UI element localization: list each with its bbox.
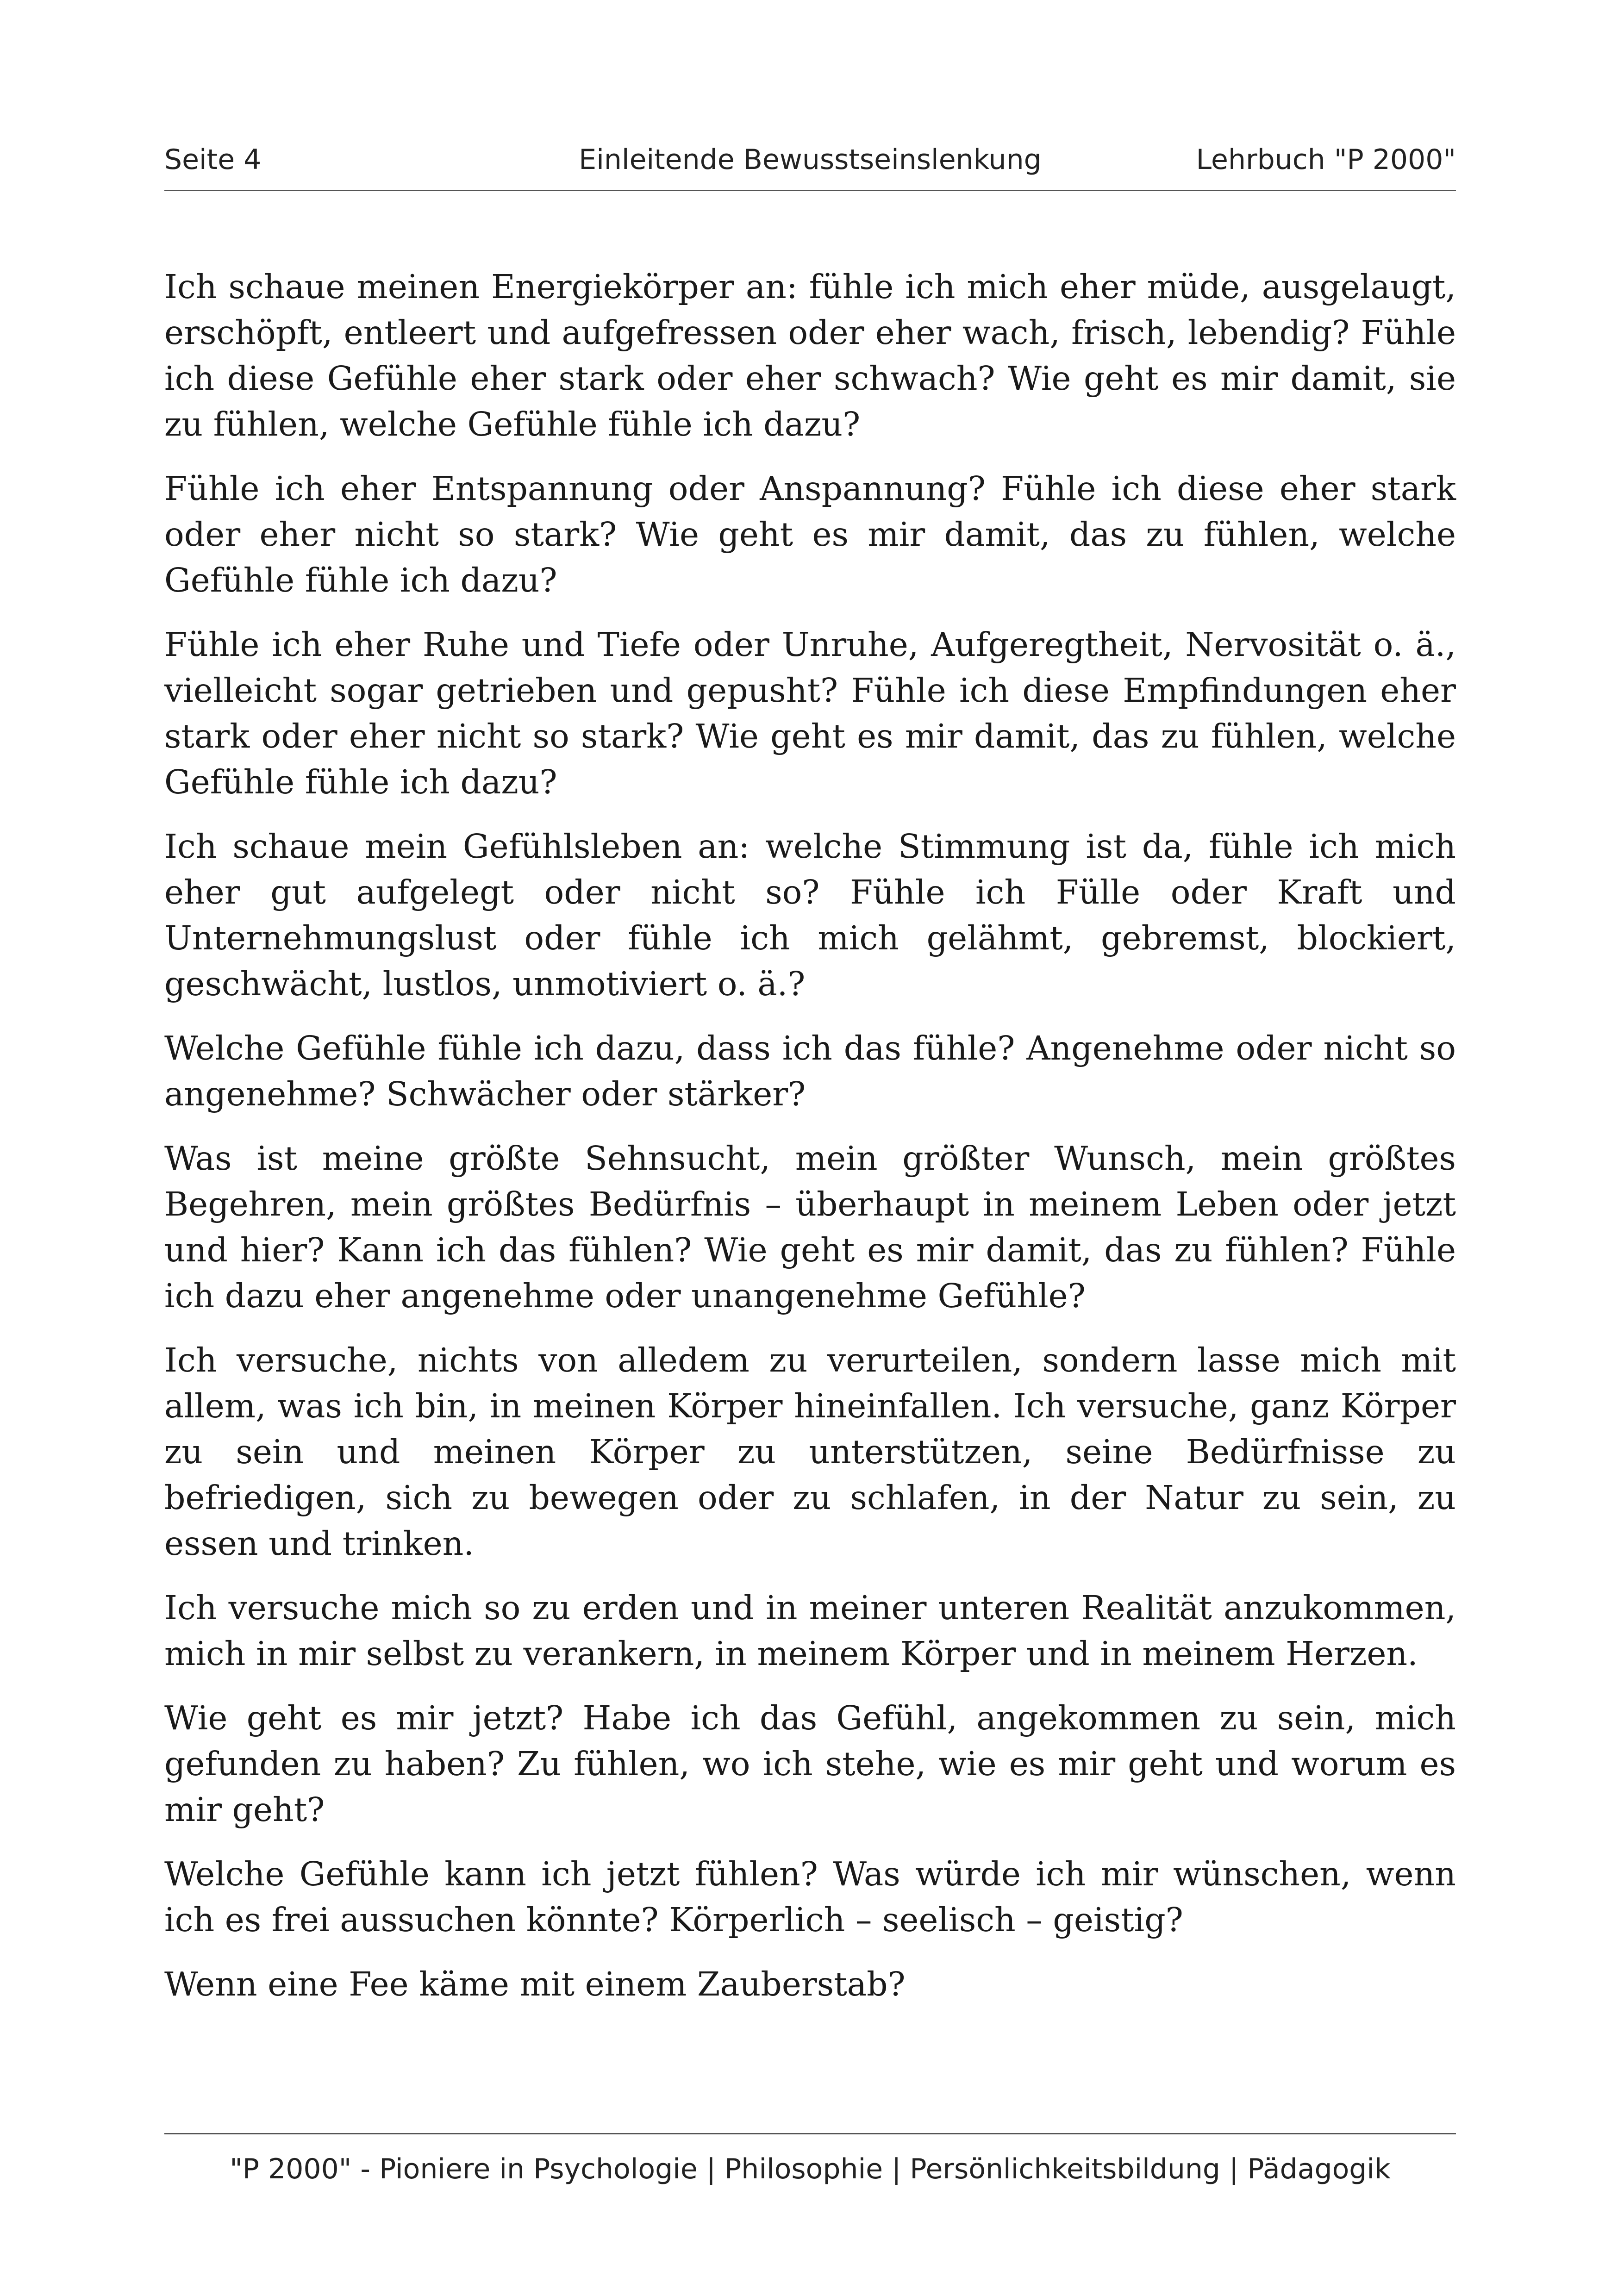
paragraph-8: Ich versuche mich so zu erden und in meiner unteren Realität anzukommen, mich in mir selbst zu verankern, in meinem Körper und in meinem Herzen.	[164, 1589, 1456, 1673]
paragraph-9: Wie geht es mir jetzt? Habe ich das Gefühl, angekommen zu sein, mich gefunden zu haben? Zu fühlen, wo ich stehe, wie es mir geht und worum es mir geht?	[164, 1699, 1456, 1829]
paragraph-11: Wenn eine Fee käme mit einem Zauberstab?	[164, 1965, 906, 2003]
book-title: Lehrbuch "P 2000"	[1196, 143, 1456, 176]
paragraph-1: Ich schaue meinen Energiekörper an: fühle ich mich eher müde, ausgelaugt, erschöpft, entleert und aufgefressen oder eher wach, frisch, lebendig? Fühle ich diese Gefühle eher stark oder eher schwach? Wie geht es mir damit, sie zu fühlen, welche Gefühle fühle ich dazu?	[164, 268, 1456, 443]
page-header	[164, 139, 1456, 191]
paragraph-5: Welche Gefühle fühle ich dazu, dass ich das fühle? Angenehme oder nicht so angenehme? Schwächer oder stärker?	[164, 1029, 1456, 1113]
chapter-title: Einleitende Bewusstseinslenkung	[579, 143, 1042, 176]
paragraph-2: Fühle ich eher Entspannung oder Anspannung? Fühle ich diese eher stark oder eher nicht so stark? Wie geht es mir damit, das zu fühlen, welche Gefühle fühle ich dazu?	[164, 469, 1456, 599]
paragraph-4: Ich schaue mein Gefühlsleben an: welche Stimmung ist da, fühle ich mich eher gut aufgelegt oder nicht so? Fühle ich Fülle oder Kraft und Unternehmungslust oder fühle ich mich gelähmt, gebremst, blockiert, geschwächt, lustlos, unmotiviert o. ä.?	[164, 827, 1456, 1003]
page-footer: "P 2000" - Pioniere in Psychologie | Philosophie | Persönlichkeitsbildung | Pädagogik	[164, 2133, 1456, 2204]
paragraph-6: Was ist meine größte Sehnsucht, mein größter Wunsch, mein größtes Begehren, mein größtes Bedürfnis – überhaupt in meinem Leben oder jetzt und hier? Kann ich das fühlen? Wie geht es mir damit, das zu fühlen? Fühle ich dazu eher angenehme oder unangenehme Gefühle?	[164, 1139, 1456, 1315]
paragraph-10: Welche Gefühle kann ich jetzt fühlen? Was würde ich mir wünschen, wenn ich es frei aussuchen könnte? Körperlich – seelisch – geistig?	[164, 1855, 1456, 1939]
body-text	[164, 264, 1456, 2026]
paragraph-7: Ich versuche, nichts von alledem zu verurteilen, sondern lasse mich mit allem, was ich bin, in meinen Körper hineinfallen. Ich versuche, ganz Körper zu sein und meinen Körper zu unterstützen, seine Bedürfnisse zu befriedigen, sich zu bewegen oder zu schlafen, in der Natur zu sein, zu essen und trinken.	[164, 1341, 1456, 1563]
paragraph-3: Fühle ich eher Ruhe und Tiefe oder Unruhe, Aufgeregtheit, Nervosität o. ä., vielleicht sogar getrieben und gepusht? Fühle ich diese Empfindungen eher stark oder eher nicht so stark? Wie geht es mir damit, das zu fühlen, welche Gefühle fühle ich dazu?	[164, 625, 1456, 801]
page-number: Seite 4	[164, 143, 262, 176]
